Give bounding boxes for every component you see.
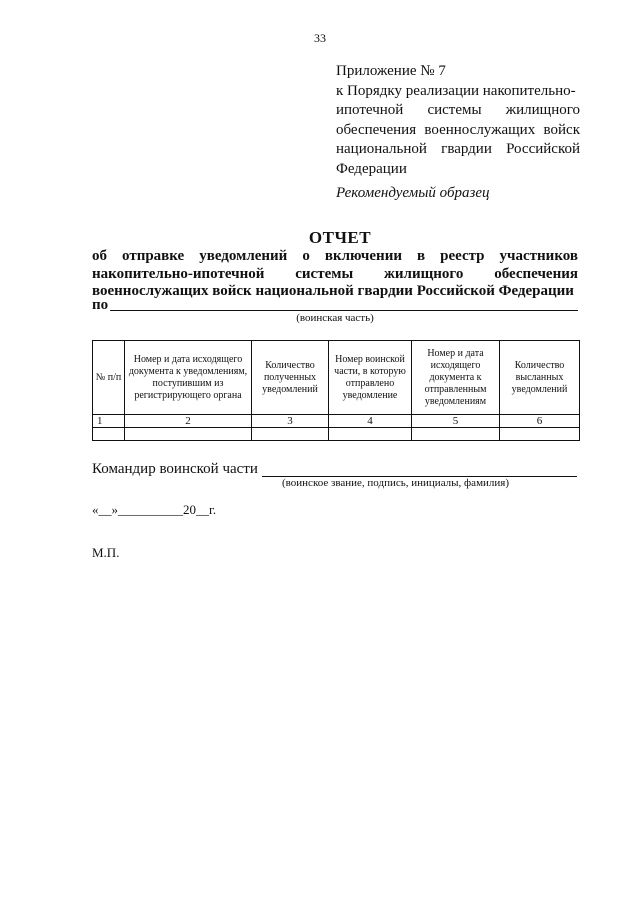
column-header-incoming-document: Номер и дата исходящего документа к уведомлениям, поступившим из регистрирующего органа [125, 341, 252, 415]
appendix-line: национальной гвардии Российской [336, 141, 580, 157]
recommended-sample-label: Рекомендуемый образец [336, 185, 490, 201]
seal-label: М.П. [92, 545, 120, 560]
commander-label: Командир воинской части [92, 461, 258, 477]
appendix-line: Федерации [336, 160, 407, 177]
appendix-line: к Порядку реализации накопительно- [336, 82, 576, 99]
table-cell[interactable] [329, 428, 412, 441]
commander-caption: (воинское звание, подпись, инициалы, фамилия) [282, 477, 510, 489]
subject-line: накопительно-ипотечной системы жилищного обеспечения [92, 265, 578, 282]
date-field[interactable]: «__»__________20__г. [92, 502, 217, 517]
appendix-line: обеспечения военнослужащих войск [336, 121, 580, 138]
table-header-row [93, 341, 580, 415]
table-cell[interactable] [93, 428, 125, 441]
military-unit-caption: (воинская часть) [296, 312, 374, 324]
column-number: 1 [93, 415, 125, 428]
appendix-number: Приложение № 7 [336, 63, 446, 79]
page-number: 33 [314, 31, 326, 45]
column-number: 5 [412, 415, 500, 428]
table-row [93, 428, 580, 441]
military-unit-underline[interactable] [110, 310, 578, 311]
column-header-received-count: Количество полученных уведомлений [252, 341, 329, 415]
report-table [92, 340, 580, 441]
column-header-sent-count: Количество высланных уведомлений [500, 341, 580, 415]
table-cell[interactable] [412, 428, 500, 441]
appendix-block [336, 62, 580, 179]
column-number: 3 [252, 415, 329, 428]
report-title: ОТЧЕТ [308, 228, 372, 247]
column-header-number: № п/п [93, 341, 125, 415]
column-number: 2 [125, 415, 252, 428]
column-number: 6 [500, 415, 580, 428]
po-label: по [92, 297, 109, 313]
subject-line: военнослужащих войск национальной гвардии Российской Федерации [92, 283, 574, 299]
report-subject [92, 248, 578, 301]
table-cell[interactable] [500, 428, 580, 441]
column-header-outgoing-document: Номер и дата исходящего документа к отправленным уведомлениям [412, 341, 500, 415]
column-header-military-unit: Номер воинской части, в которую отправлено уведомление [329, 341, 412, 415]
column-number: 4 [329, 415, 412, 428]
appendix-line: ипотечной системы жилищного [336, 102, 580, 118]
subject-line: об отправке уведомлений о включении в реестр участников [92, 248, 578, 264]
column-numbers-row [93, 415, 580, 428]
table-cell[interactable] [125, 428, 252, 441]
table-cell[interactable] [252, 428, 329, 441]
